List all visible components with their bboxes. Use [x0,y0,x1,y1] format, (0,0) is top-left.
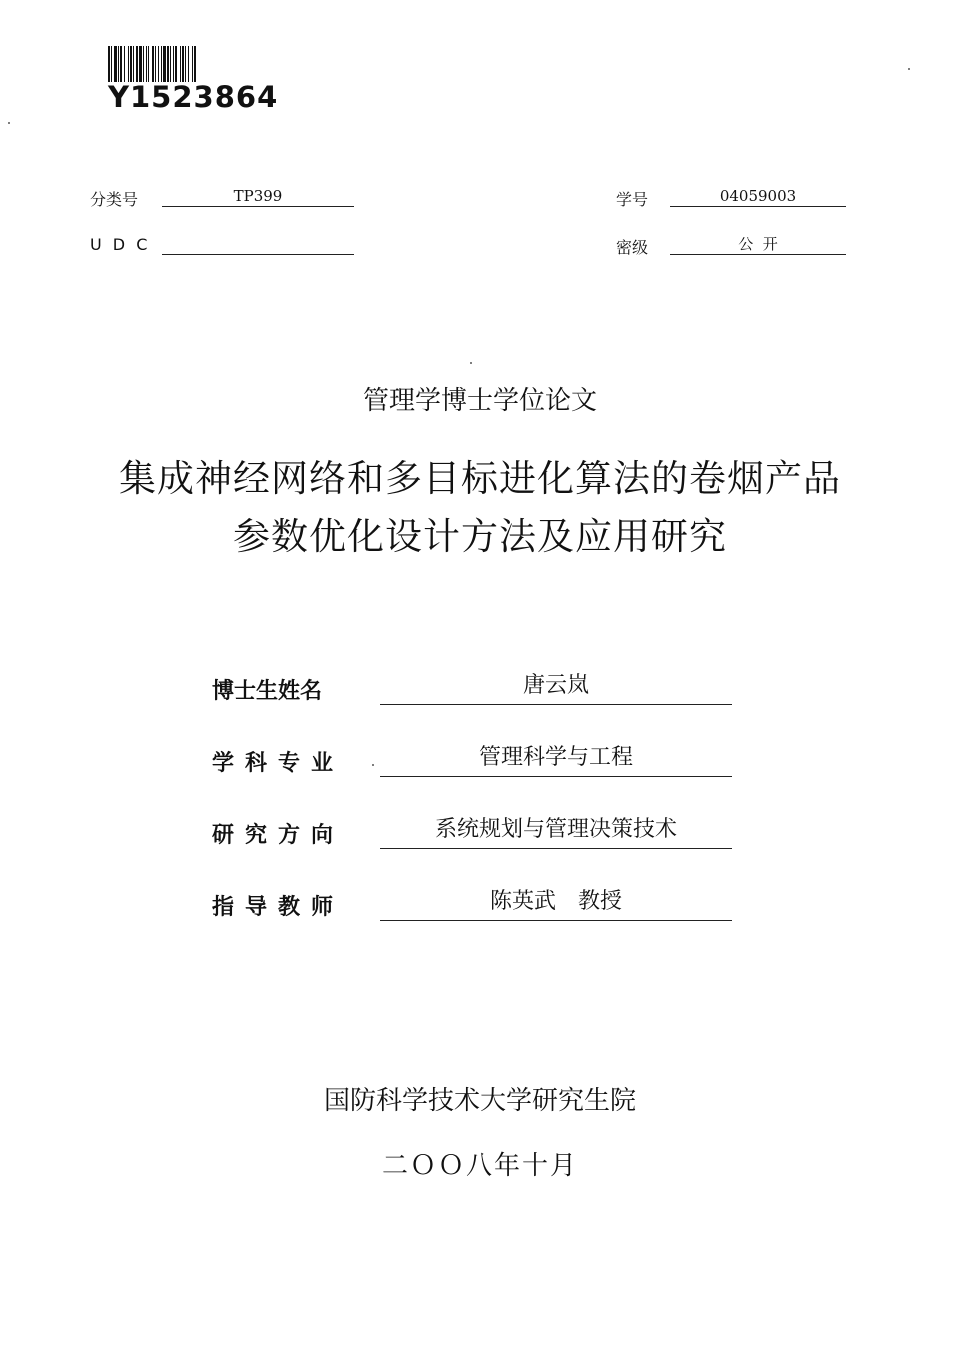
thesis-title-line2: 参数优化设计方法及应用研究 [233,515,727,558]
info-label-text: 博士生姓名 [212,679,323,704]
scan-speck [908,68,910,70]
scan-speck [372,764,374,766]
classification-label: 分类号 [90,190,139,209]
barcode [108,46,274,82]
barcode-bar [196,46,197,82]
info-label-direction [212,818,346,849]
info-label-advisor [212,890,346,921]
info-label-text: 学科专业 [212,751,345,776]
info-value-direction: 系统规划与管理决策技术 [380,814,732,849]
security-label: 密级 [616,238,649,257]
udc-label: U D C [90,235,151,254]
info-value-major: 管理科学与工程 [380,742,732,777]
info-value-advisor: 陈英武 教授 [380,886,732,921]
student-id-value: 04059003 [670,186,846,207]
degree-type: 管理学博士学位论文 [362,386,597,416]
date: 二ＯＯ八年十月 [381,1151,578,1181]
info-label-text: 研究方向 [212,823,345,848]
security-value: 公 开 [670,234,846,255]
info-value-name: 唐云岚 [380,670,732,705]
info-label-name [212,674,346,705]
institution: 国防科学技术大学研究生院 [323,1086,636,1116]
thesis-title-line1: 集成神经网络和多目标进化算法的卷烟产品 [119,457,841,500]
classification-value: TP399 [162,186,354,207]
info-label-text: 指导教师 [212,895,345,920]
student-id-label: 学号 [616,190,649,209]
scan-speck [8,122,10,124]
udc-value [162,234,354,255]
barcode-number: Y1523864 [108,80,279,114]
info-label-major [212,746,346,777]
scan-speck [470,362,472,364]
